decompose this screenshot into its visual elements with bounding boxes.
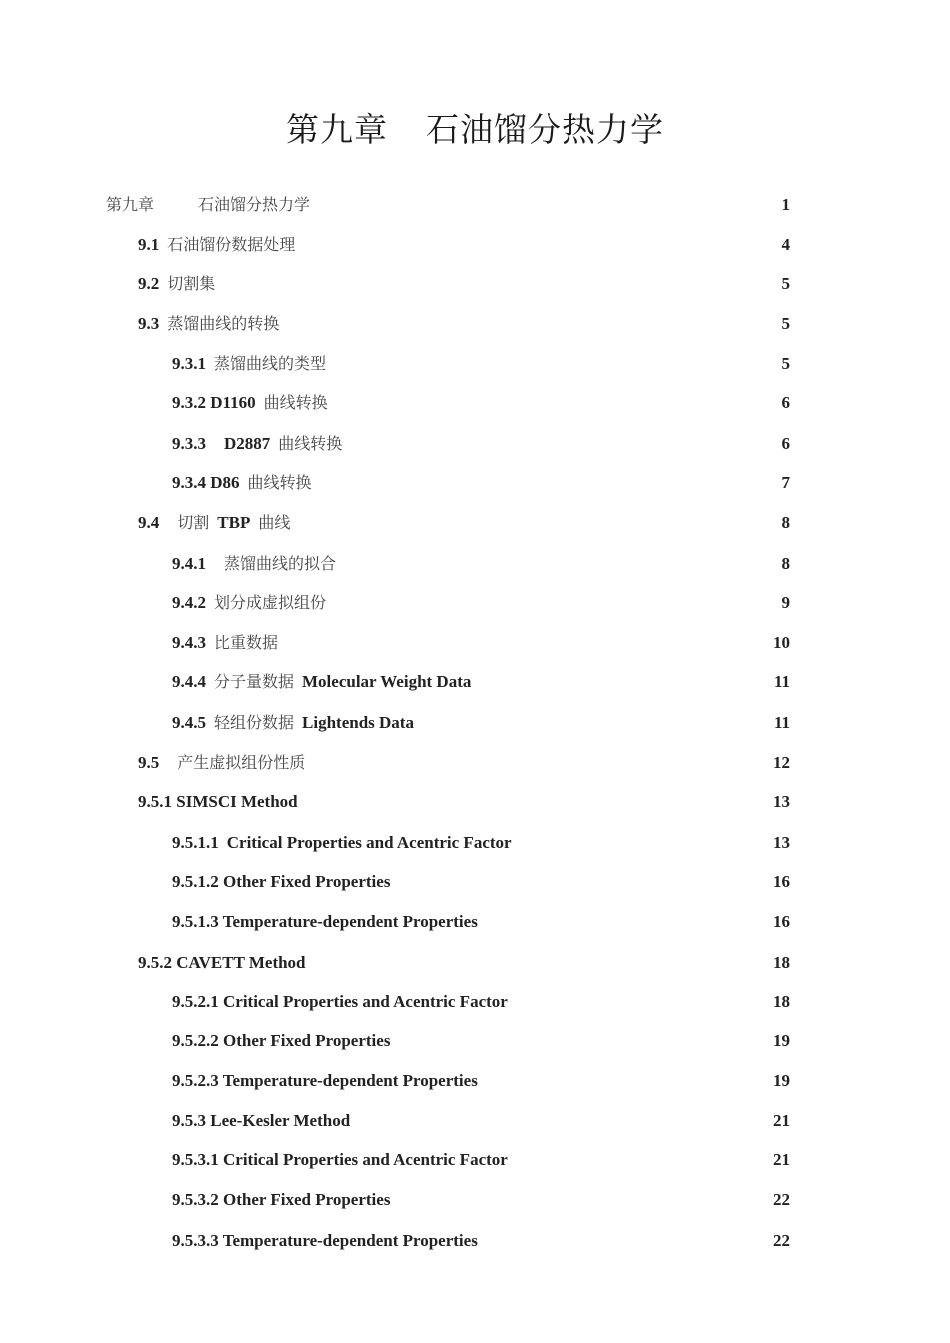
toc-page-number: 16 [773,912,790,931]
toc-entry-9-5-2[interactable] [0,943,950,983]
toc-entry-9-4-2[interactable] [0,583,950,623]
toc-page-number: 19 [773,1071,790,1090]
toc-page-number: 13 [773,792,790,811]
toc-page-number: 19 [773,1031,790,1050]
toc-entry-9-5-2-1[interactable] [0,982,950,1022]
toc-page-number: 22 [773,1190,790,1209]
toc-entry-label: 9.5.2.1 Critical Properties and Acentric Factor [172,992,508,1011]
toc-entry-9-5-3[interactable] [0,1101,950,1141]
toc-page-number: 8 [781,554,790,573]
toc-entry-9-4[interactable] [0,503,950,543]
toc-page-number: 7 [781,473,790,492]
toc-entry-9-2[interactable] [0,264,950,304]
toc-entry-label: 9.4 切割 TBP 曲线 [138,513,291,532]
toc-entry-label: 9.4.4 分子量数据 Molecular Weight Data [172,672,472,691]
toc-entry-label: 9.5.3.1 Critical Properties and Acentric Factor [172,1150,508,1169]
toc-entry-label: 9.3.1 蒸馏曲线的类型 [172,354,327,373]
toc-entry-9-5-3-2[interactable] [0,1180,950,1220]
toc-entry-9-5-1-2[interactable] [0,862,950,902]
toc-entry-9-5-1-1[interactable] [0,823,950,863]
toc-entry-9-3-1[interactable] [0,344,950,384]
toc-entry-label: 9.5.1 SIMSCI Method [138,792,298,811]
toc-entry-9-3-3[interactable] [0,424,950,464]
toc-page-number: 6 [781,393,790,412]
toc-entry-label: 9.3.3 D2887 曲线转换 [172,434,343,453]
toc-entry-label: 9.1 石油馏份数据处理 [138,235,296,254]
toc-entry-label: 第九章 石油馏分热力学 [106,195,311,214]
toc-page-number: 11 [773,713,790,732]
toc-page-number: 21 [773,1150,790,1169]
toc-entry-9-3-4[interactable] [0,463,950,503]
toc-page-number: 9 [781,593,790,612]
toc-entry-label: 9.5 产生虚拟组份性质 [138,753,306,772]
toc-entry-label: 9.5.2.3 Temperature-dependent Properties [172,1071,478,1090]
toc-entry-label: 9.4.5 轻组份数据 Lightends Data [172,713,414,732]
toc-entry-9-4-3[interactable] [0,623,950,663]
toc-page-number: 16 [773,872,790,891]
toc-page-number: 10 [773,633,790,652]
toc-entry-label: 9.5.2.2 Other Fixed Properties [172,1031,391,1050]
toc-entry-9-4-5[interactable] [0,703,950,743]
toc-entry-label: 9.5.3.3 Temperature-dependent Properties [172,1231,478,1250]
toc-page-number: 5 [781,354,790,373]
toc-entry-label: 9.5.1.1 Critical Properties and Acentric Factor [172,833,512,852]
toc-entry-label: 9.3.2 D1160 曲线转换 [172,393,328,412]
toc-entry-label: 9.3.4 D86 曲线转换 [172,473,312,492]
toc-page-number: 8 [781,513,790,532]
toc-entry-label: 9.4.2 划分成虚拟组份 [172,593,327,612]
toc-entry-chapter[interactable] [0,185,950,225]
toc-entry-9-5-2-2[interactable] [0,1021,950,1061]
toc-page-number: 6 [781,434,790,453]
toc-page-number: 4 [781,235,790,254]
toc-entry-9-4-4[interactable] [0,662,950,702]
toc-entry-label: 9.5.1.3 Temperature-dependent Properties [172,912,478,931]
toc-entry-label: 9.5.3 Lee-Kesler Method [172,1111,351,1130]
title-subject: 石油馏分热力学 [426,110,664,149]
toc-entry-9-4-1[interactable] [0,544,950,584]
toc-entry-9-5-2-3[interactable] [0,1061,950,1101]
toc-entry-9-5-3-1[interactable] [0,1140,950,1180]
toc-page-number: 18 [773,992,790,1011]
toc-page-number: 22 [773,1231,790,1250]
toc-page-number: 1 [781,195,790,214]
toc-entry-9-5-1[interactable] [0,782,950,822]
toc-entry-label: 9.5.2 CAVETT Method [138,953,306,972]
toc-entry-label: 9.5.1.2 Other Fixed Properties [172,872,391,891]
toc-page-number: 11 [773,672,790,691]
toc-entry-label: 9.5.3.2 Other Fixed Properties [172,1190,391,1209]
toc-entry-label: 9.2 切割集 [138,274,216,293]
toc-page-number: 5 [781,314,790,333]
title-chapter: 第九章 [286,110,388,149]
toc-entry-label: 9.3 蒸馏曲线的转换 [138,314,280,333]
toc-page-number: 5 [781,274,790,293]
page-title [0,104,950,151]
toc-page-number: 21 [773,1111,790,1130]
toc-page-number: 12 [773,753,790,772]
toc-entry-9-3[interactable] [0,304,950,344]
toc-entry-9-1[interactable] [0,225,950,265]
toc-entry-9-5-1-3[interactable] [0,902,950,942]
toc-entry-9-3-2[interactable] [0,383,950,423]
toc-page-number: 13 [773,833,790,852]
toc-entry-9-5[interactable] [0,743,950,783]
toc-page-number: 18 [773,953,790,972]
toc-entry-9-5-3-3[interactable] [0,1221,950,1261]
toc-entry-label: 9.4.1 蒸馏曲线的拟合 [172,554,337,573]
toc-entry-label: 9.4.3 比重数据 [172,633,279,652]
